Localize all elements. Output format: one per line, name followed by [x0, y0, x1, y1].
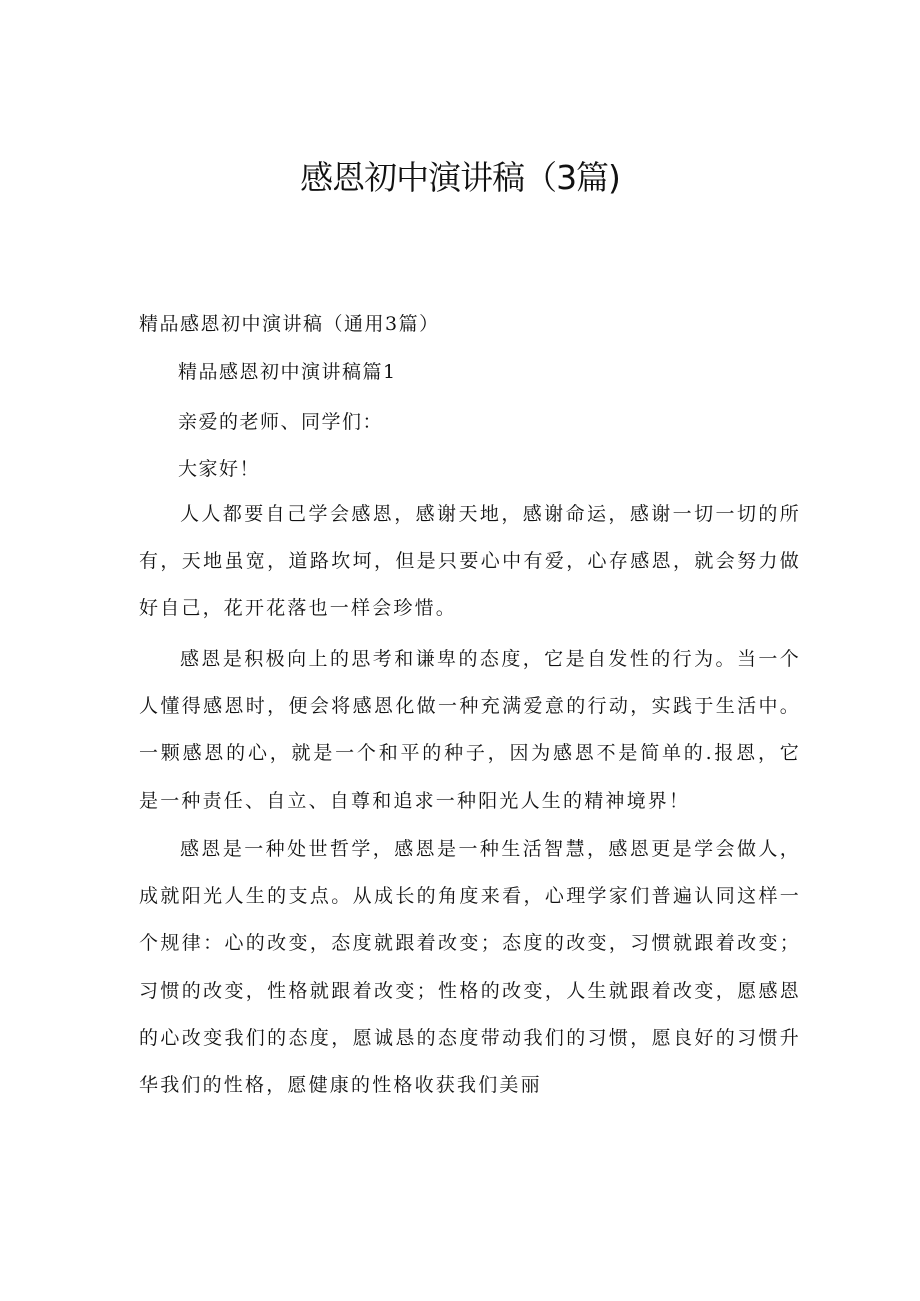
salutation: 亲爱的老师、同学们：: [178, 411, 384, 433]
paragraph-3: 感恩是一种处世哲学，感恩是一种生活智慧，感恩更是学会做人，成就阳光人生的支点。从成长的角度来看，心理学家们普遍认同这样一个规律：心的改变，态度就跟着改变；态度的改变，习惯就跟着改变；习惯的改变，性格就跟着改变；性格的改变，人生就跟着改变，愿感恩的心改变我们的态度，愿诚恳的态度带动我们的习惯，愿良好的习惯升华我们的性格，愿健康的性格收获我们美丽: [139, 838, 801, 1097]
paragraph-2: 感恩是积极向上的思考和谦卑的态度，它是自发性的行为。当一个人懂得感恩时，便会将感恩化做一种充满爱意的行动，实践于生活中。一颗感恩的心，就是一个和平的种子，因为感恩不是简单的.报恩，它是一种责任、自立、自尊和追求一种阳光人生的精神境界！: [139, 648, 801, 812]
document-subtitle: 精品感恩初中演讲稿（通用3篇）: [139, 313, 440, 335]
greeting: 大家好！: [178, 458, 261, 480]
document-title: 感恩初中演讲稿（3篇): [300, 158, 620, 197]
section-heading: 精品感恩初中演讲稿篇1: [178, 361, 397, 383]
paragraph-1: 人人都要自己学会感恩，感谢天地，感谢命运，感谢一切一切的所有，天地虽宽，道路坎坷，但是只要心中有爱，心存感恩，就会努力做好自己，花开花落也一样会珍惜。: [139, 503, 801, 620]
